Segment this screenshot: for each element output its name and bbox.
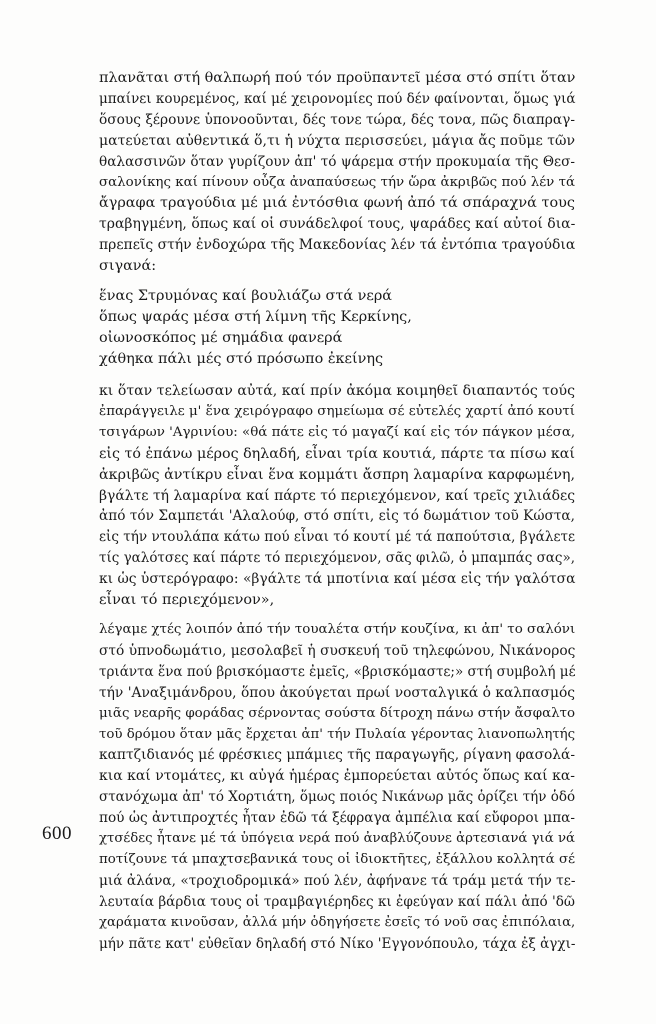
text-line: οἰωνοσκόπος μέ σημάδια φανερά — [99, 329, 343, 346]
text-line: τήν 'Αναξιμάνδρου, ὅπου ἀκούγεται πρωί νοσταλγικά ὁ καλπασμός — [99, 684, 575, 701]
text-line: ὅσους ξέρουνε ὑπονοοῦνται, δές τονε τώρα, δές τονα, πῶς διαπραγ- — [99, 111, 575, 128]
text-line: ματεύεται αὐθεντικά ὅ,τι ἡ νύχτα περισσεύει, μάγια ἄς ποῦμε τῶν — [99, 132, 576, 149]
poem-stanza — [99, 286, 575, 370]
text-line: χαράματα κινοῦσαν, ἀλλά μήν ὁδηγήσετε ἐσεῖς τό νοῦ σας ἐπιπόλαια, — [99, 914, 576, 930]
text-line: τριάντα ἕνα πού βρισκόμαστε ἐμεῖς, «βρισκόμαστε;» στή συμβολή μέ — [99, 663, 576, 680]
text-line: ἀκριβῶς ἀντίκρυ εἶναι ἕνα κομμάτι ἄσπρη λαμαρίνα καρφωμένη, — [99, 466, 575, 483]
text-line: στό ὑπνοδωμάτιο, μεσολαβεῖ ἡ συσκευή τοῦ τηλεφώνου, Νικάνορος — [99, 642, 576, 659]
text-line: χτσέδες ἦτανε μέ τά ὑπόγεια νερά πού ἀναβλύζουνε ἀρτεσιανά γιά νά — [99, 831, 575, 847]
text-line: ἕνας Στρυμόνας καί βουλιάζω στά νερά — [99, 288, 392, 304]
text-line: στανόχωμα ἀπ' τό Χορτιάτη, ὅμως ποιός Νικάνωρ μᾶς ὁρίζει τήν ὁδό — [99, 789, 576, 806]
text-line: τοῦ δρόμου ὅταν μᾶς ἔρχεται ἀπ' τήν Πυλαία γέροντας λιανοπωλητής — [99, 726, 576, 742]
page-number: 600 — [42, 823, 72, 844]
text-line: βγάλτε τή λαμαρίνα καί πάρτε τό περιεχόμενον, καί τρεῖς χιλιάδες — [99, 487, 575, 504]
text-line: κια καί ντομάτες, κι αὐγά ἡμέρας ἐμπορεύεται αὐτός ὅπως καί κα- — [99, 768, 575, 785]
text-line: λέγαμε χτές λοιπόν ἀπό τήν τουαλέτα στήν κουζίνα, κι ἀπ' το σαλόνι — [99, 622, 576, 637]
text-line: εἰς τήν ντουλάπα κάτω πού εἶναι τό κουτί μέ τά παπούτσια, βγάλετε — [99, 529, 575, 546]
text-line: πρεπεῖς στήν ἐνδοχώρα τῆς Μακεδονίας λέν τά ἐντόπια τραγούδια — [99, 237, 576, 254]
text-line: πλανᾶται στή θαλπωρή πού τόν προϋπαντεῖ μέσα στό σπίτι ὅταν — [99, 70, 576, 86]
text-line: μιά ἀλάνα, «τροχιοδρομικά» πού λέν, ἀφήνανε τά τράμ μετά τήν τε- — [99, 872, 576, 889]
text-line: τσιγάρων 'Αγρινίου: «θά πάτε εἰς τό μαγαζί καί εἰς τόν πάγκον μέσα, — [99, 424, 576, 440]
text-line: τραβηγμένη, ὅπως καί οἱ συνάδελφοί τους, ψαράδες καί αὐτοί δια- — [99, 216, 576, 233]
paragraph-1 — [99, 68, 575, 277]
text-line: κι ὅταν τελείωσαν αὐτά, καί πρίν ἀκόμα κοιμηθεῖ διαπαντός τούς — [99, 383, 575, 399]
text-line: τίς γαλότσες καί πάρτε τό περιεχόμενον, σᾶς φιλῶ, ὁ μπαμπάς σας», — [99, 550, 575, 567]
text-line: πού ὡς ἀντιπροχτές ἦταν ἐδῶ τά ξέφραγα ἀμπέλια καί εὔφοροι μπα- — [99, 810, 575, 827]
text-line: λευταία βάρδια τους οἱ τραμβαγιέρηδες κι ἐφεύγαν καί πάλι ἀπό 'δῶ — [99, 893, 575, 910]
text-line: θαλασσινῶν ὅταν γυρίζουν ἀπ' τό ψάρεμα στήν προκυμαία τῆς Θεσ- — [99, 153, 575, 170]
text-line: κι ὡς ὑστερόγραφο: «βγάλτε τά μποτίνια καί μέσα εἰς τήν γαλότσα — [99, 571, 576, 588]
text-line: ὅπως ψαράς μέσα στή λίμνη τῆς Κερκίνης, — [99, 308, 412, 325]
text-line: εἰς τό ἐπάνω μέρος δηλαδή, εἶναι τρία κουτιά, πάρτε τα πίσω καί — [99, 445, 575, 462]
text-line: καπτζιδιανός μέ φρέσκιες μπάμιες τῆς παραγωγῆς, ρίγανη φασολά- — [99, 747, 575, 764]
text-line: μιᾶς νεαρῆς φοράδας σέρνοντας σούστα δίτροχη πάνω στήν ἄσφαλτο — [99, 705, 576, 721]
text-line: μπαίνει κουρεμένος, καί μέ χειρονομίες πού δέν φαίνονται, ὅμως γιά — [99, 90, 576, 107]
text-line: ἀπό τόν Σαμπετάι 'Αλαλούφ, στό σπίτι, εἰς τό δωμάτιον τοῦ Κώστα, — [99, 508, 575, 525]
text-line: μήν πᾶτε κατ' εὐθεῖαν δηλαδή στό Νίκο 'Εγγονόπουλο, τάχα ἐξ ἀγχι- — [99, 935, 576, 952]
text-line: χάθηκα πάλι μές στό πρόσωπο ἐκείνης — [99, 350, 384, 367]
text-line: ἐπαράγγειλε μ' ἕνα χειρόγραφο σημείωμα σέ εὐτελές χαρτί ἀπό κουτί — [99, 403, 575, 419]
text-line: σαλονίκης καί πίνουν οὖζα ἀναπαύσεως τήν ὥρα ἀκριβῶς πού λέν τά — [99, 174, 575, 190]
paragraph-3 — [99, 620, 575, 955]
paragraph-2 — [99, 381, 575, 611]
text-line: εἶναι τό περιεχόμενον», — [99, 592, 275, 609]
text-line: σιγανά: — [99, 258, 157, 275]
text-line: ποτίζουνε τά μπαχτσεβανικά τους οἱ ἰδιοκτῆτες, ἐξάλλου κολλητά σέ — [99, 851, 575, 867]
text-line: ἄγραφα τραγούδια μέ μιά ἐντόσθια φωνή ἀπό τά σπάραχνά τους — [99, 195, 575, 212]
